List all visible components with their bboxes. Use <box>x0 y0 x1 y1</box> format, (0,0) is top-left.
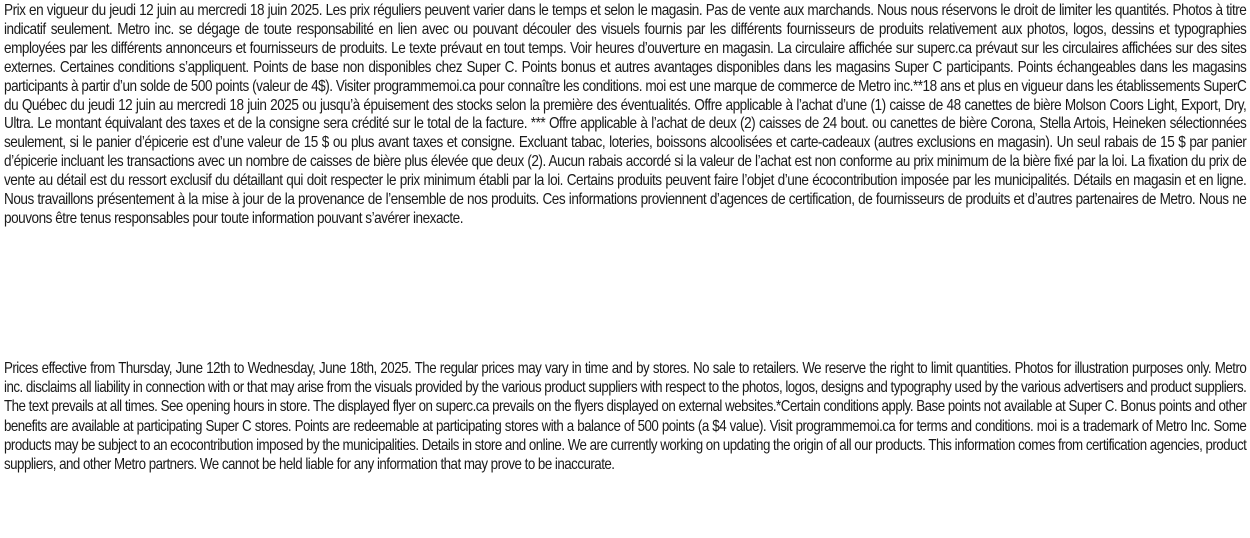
legal-text-french: Prix en vigueur du jeudi 12 juin au mercredi 18 juin 2025. Les prix réguliers peuvent varier dans le temps et selon le magasin. Pas de vente aux marchands. Nous nous réservons le droit de limiter les quantités. Photos à titre indicatif seulement. Metro inc. se dégage de toute responsabilité en lien avec ou pouvant découler des visuels fournis par les différents fournisseurs de produits relativement aux photos, logos, dessins et typographies employées par les différents annonceurs et fournisseurs de produits. Le texte prévaut en tout temps. Voir heures d’ouverture en magasin. La circulaire affichée sur superc.ca prévaut sur les circulaires affichées sur des sites externes. Certaines conditions s’appliquent. Points de base non disponibles chez Super C. Points bonus et autres avantages disponibles dans les magasins Super C participants. Points échangeables dans les magasins participants à partir d’un solde de 500 points (valeur de 4$). Visiter programmemoi.ca pour connaître les conditions. moi est une marque de commerce de Metro inc.**18 ans et plus en vigueur dans les établissements SuperC du Québec du jeudi 12 juin au mercredi 18 juin 2025 ou jusqu’à épuisement des stocks selon la première des éventualités. Offre applicable à l’achat d’une (1) caisse de 48 canettes de bière Molson Coors Light, Export, Dry, Ultra. Le montant équivalant des taxes et de la consigne sera crédité sur le total de la facture. *** Offre applicable à l’achat de deux (2) caisses de 24 bout. ou canettes de bière Corona, Stella Artois, Heineken sélectionnées seulement, si le panier d’épicerie est d’une valeur de 15 $ ou plus avant taxes et consigne. Excluant tabac, loteries, boissons alcoolisées et carte-cadeaux (autres exclusions en magasin). Un seul rabais de 15 $ par panier d’épicerie incluant les transactions avec un nombre de caisses de bière plus élevée que deux (2). Aucun rabais accordé si la valeur de l’achat est non conforme au prix minimum de la bière fixé par la loi. La fixation du prix de vente au détail est du ressort exclusif du détaillant qui doit respecter le prix minimum établi par la loi. Certains produits peuvent faire l’objet d’une écocontribution imposée par les municipalités. Détails en magasin et en ligne. Nous travaillons présentement à la mise à jour de la provenance de l’ensemble de nos produits. Ces informations proviennent d’agences de certification, de fournisseurs de produits et d’autres partenaires de Metro. Nous ne pouvons être tenus responsables pour toute information pouvant s’avérer inexacte. <box>4 2 1247 227</box>
legal-disclaimer <box>4 2 1247 474</box>
legal-text-english: Prices effective from Thursday, June 12th to Wednesday, June 18th, 2025. The regular prices may vary in time and by stores. No sale to retailers. We reserve the right to limit quantities. Photos for illustration purposes only. Metro inc. disclaims all liability in connection with or that may arise from the visuals provided by the various product suppliers with respect to the photos, logos, designs and typography used by the various advertisers and product suppliers. The text prevails at all times. See opening hours in store. The displayed flyer on superc.ca prevails on the flyers displayed on external websites.*Certain conditions apply. Base points not available at Super C. Bonus points and other benefits are available at participating Super C stores. Points are redeemable at participating stores with a balance of 500 points (a $4 value). Visit programmemoi.ca for terms and conditions. moi is a trademark of Metro Inc. Some products may be subject to an ecocontribution imposed by the municipalities. Details in store and online. We are currently working on updating the origin of all our products. This information comes from certification agencies, product suppliers, and other Metro partners. We cannot be held liable for any information that may prove to be inaccurate. <box>4 360 1247 474</box>
